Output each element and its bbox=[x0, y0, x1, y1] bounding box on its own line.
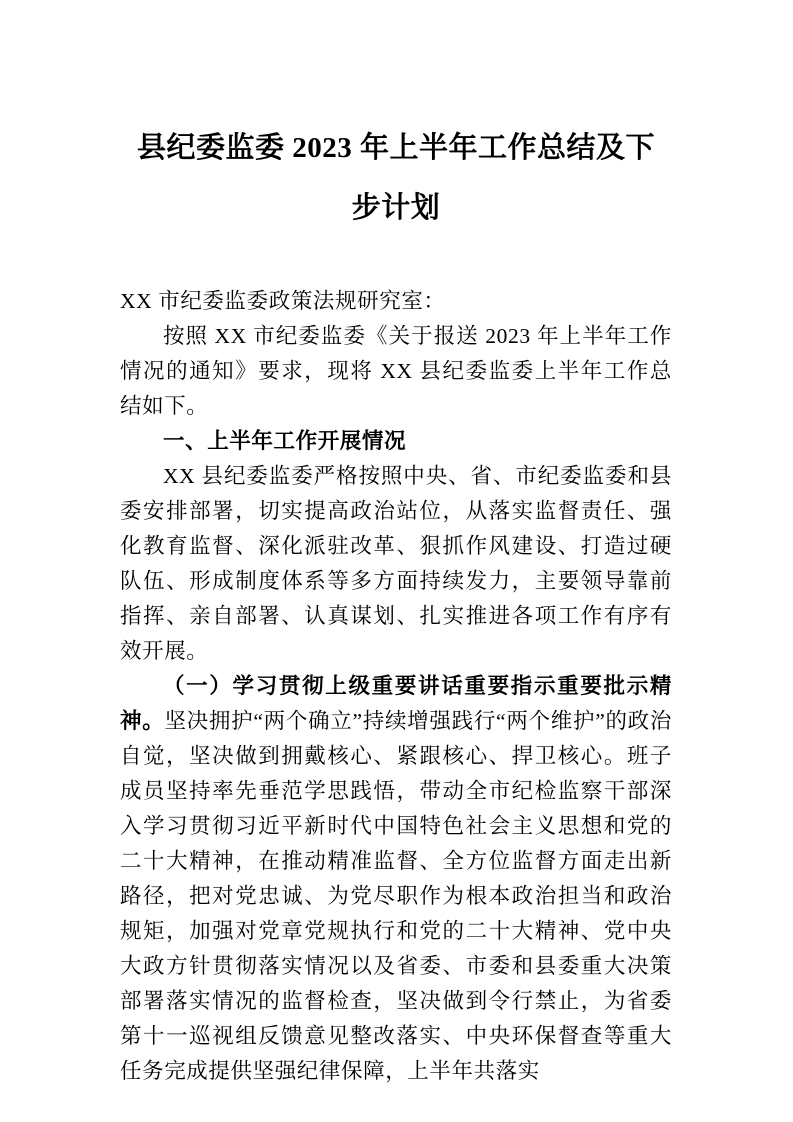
title-spacer bbox=[120, 238, 672, 284]
section-heading-one: 一、上半年工作开展情况 bbox=[163, 429, 407, 453]
subsection-one-body: 坚决拥护“两个确立”持续增强践行“两个维护”的政治自觉，坚决做到拥戴核心、紧跟核心、捍卫核心。班子成员坚持率先垂范学思践悟，带动全市纪检监察干部深入学习贯彻习近平新时代中国特色社会主义思想和党的二十大精神，在推动精准监督、全方位监督方面走出新路径，把对党忠诚、为党尽职作为根本政治担当和政治规矩，加强对党章党规执行和党的二十大精神、党中央大政方针贯彻落实情况以及省委、市委和县委重大决策部署落实情况的监督检查，坚决做到令行禁止，为省委第十一巡视组反馈意见整改落实、中央环保督查等重大任务完成提供坚强纪律保障，上半年共落实 bbox=[120, 709, 672, 1083]
subsection-one-lead: （一）学习贯彻上级重要讲话重要指示重要批示精神。 bbox=[120, 674, 672, 733]
section-one-paragraph: XX 县纪委监委严格按照中央、省、市纪委监委和县委安排部署，切实提高政治站位，从落实监督责任、强化教育监督、深化派驻改革、狠抓作风建设、打造过硬队伍、形成制度体系等多方面持续发力，主要领导靠前指挥、亲自部署、认真谋划、扎实推进各项工作有序有效开展。 bbox=[120, 464, 672, 663]
opening-paragraph: 按照 XX 市纪委监委《关于报送 2023 年上半年工作情况的通知》要求，现将 XX 县纪委监委上半年工作总结如下。 bbox=[120, 324, 672, 418]
document-content bbox=[120, 118, 672, 1089]
page-title: 县纪委监委 2023 年上半年工作总结及下步计划 bbox=[136, 132, 655, 224]
subsection-one-paragraph bbox=[120, 669, 672, 1089]
addressee-line: XX 市纪委监委政策法规研究室： bbox=[120, 289, 446, 313]
